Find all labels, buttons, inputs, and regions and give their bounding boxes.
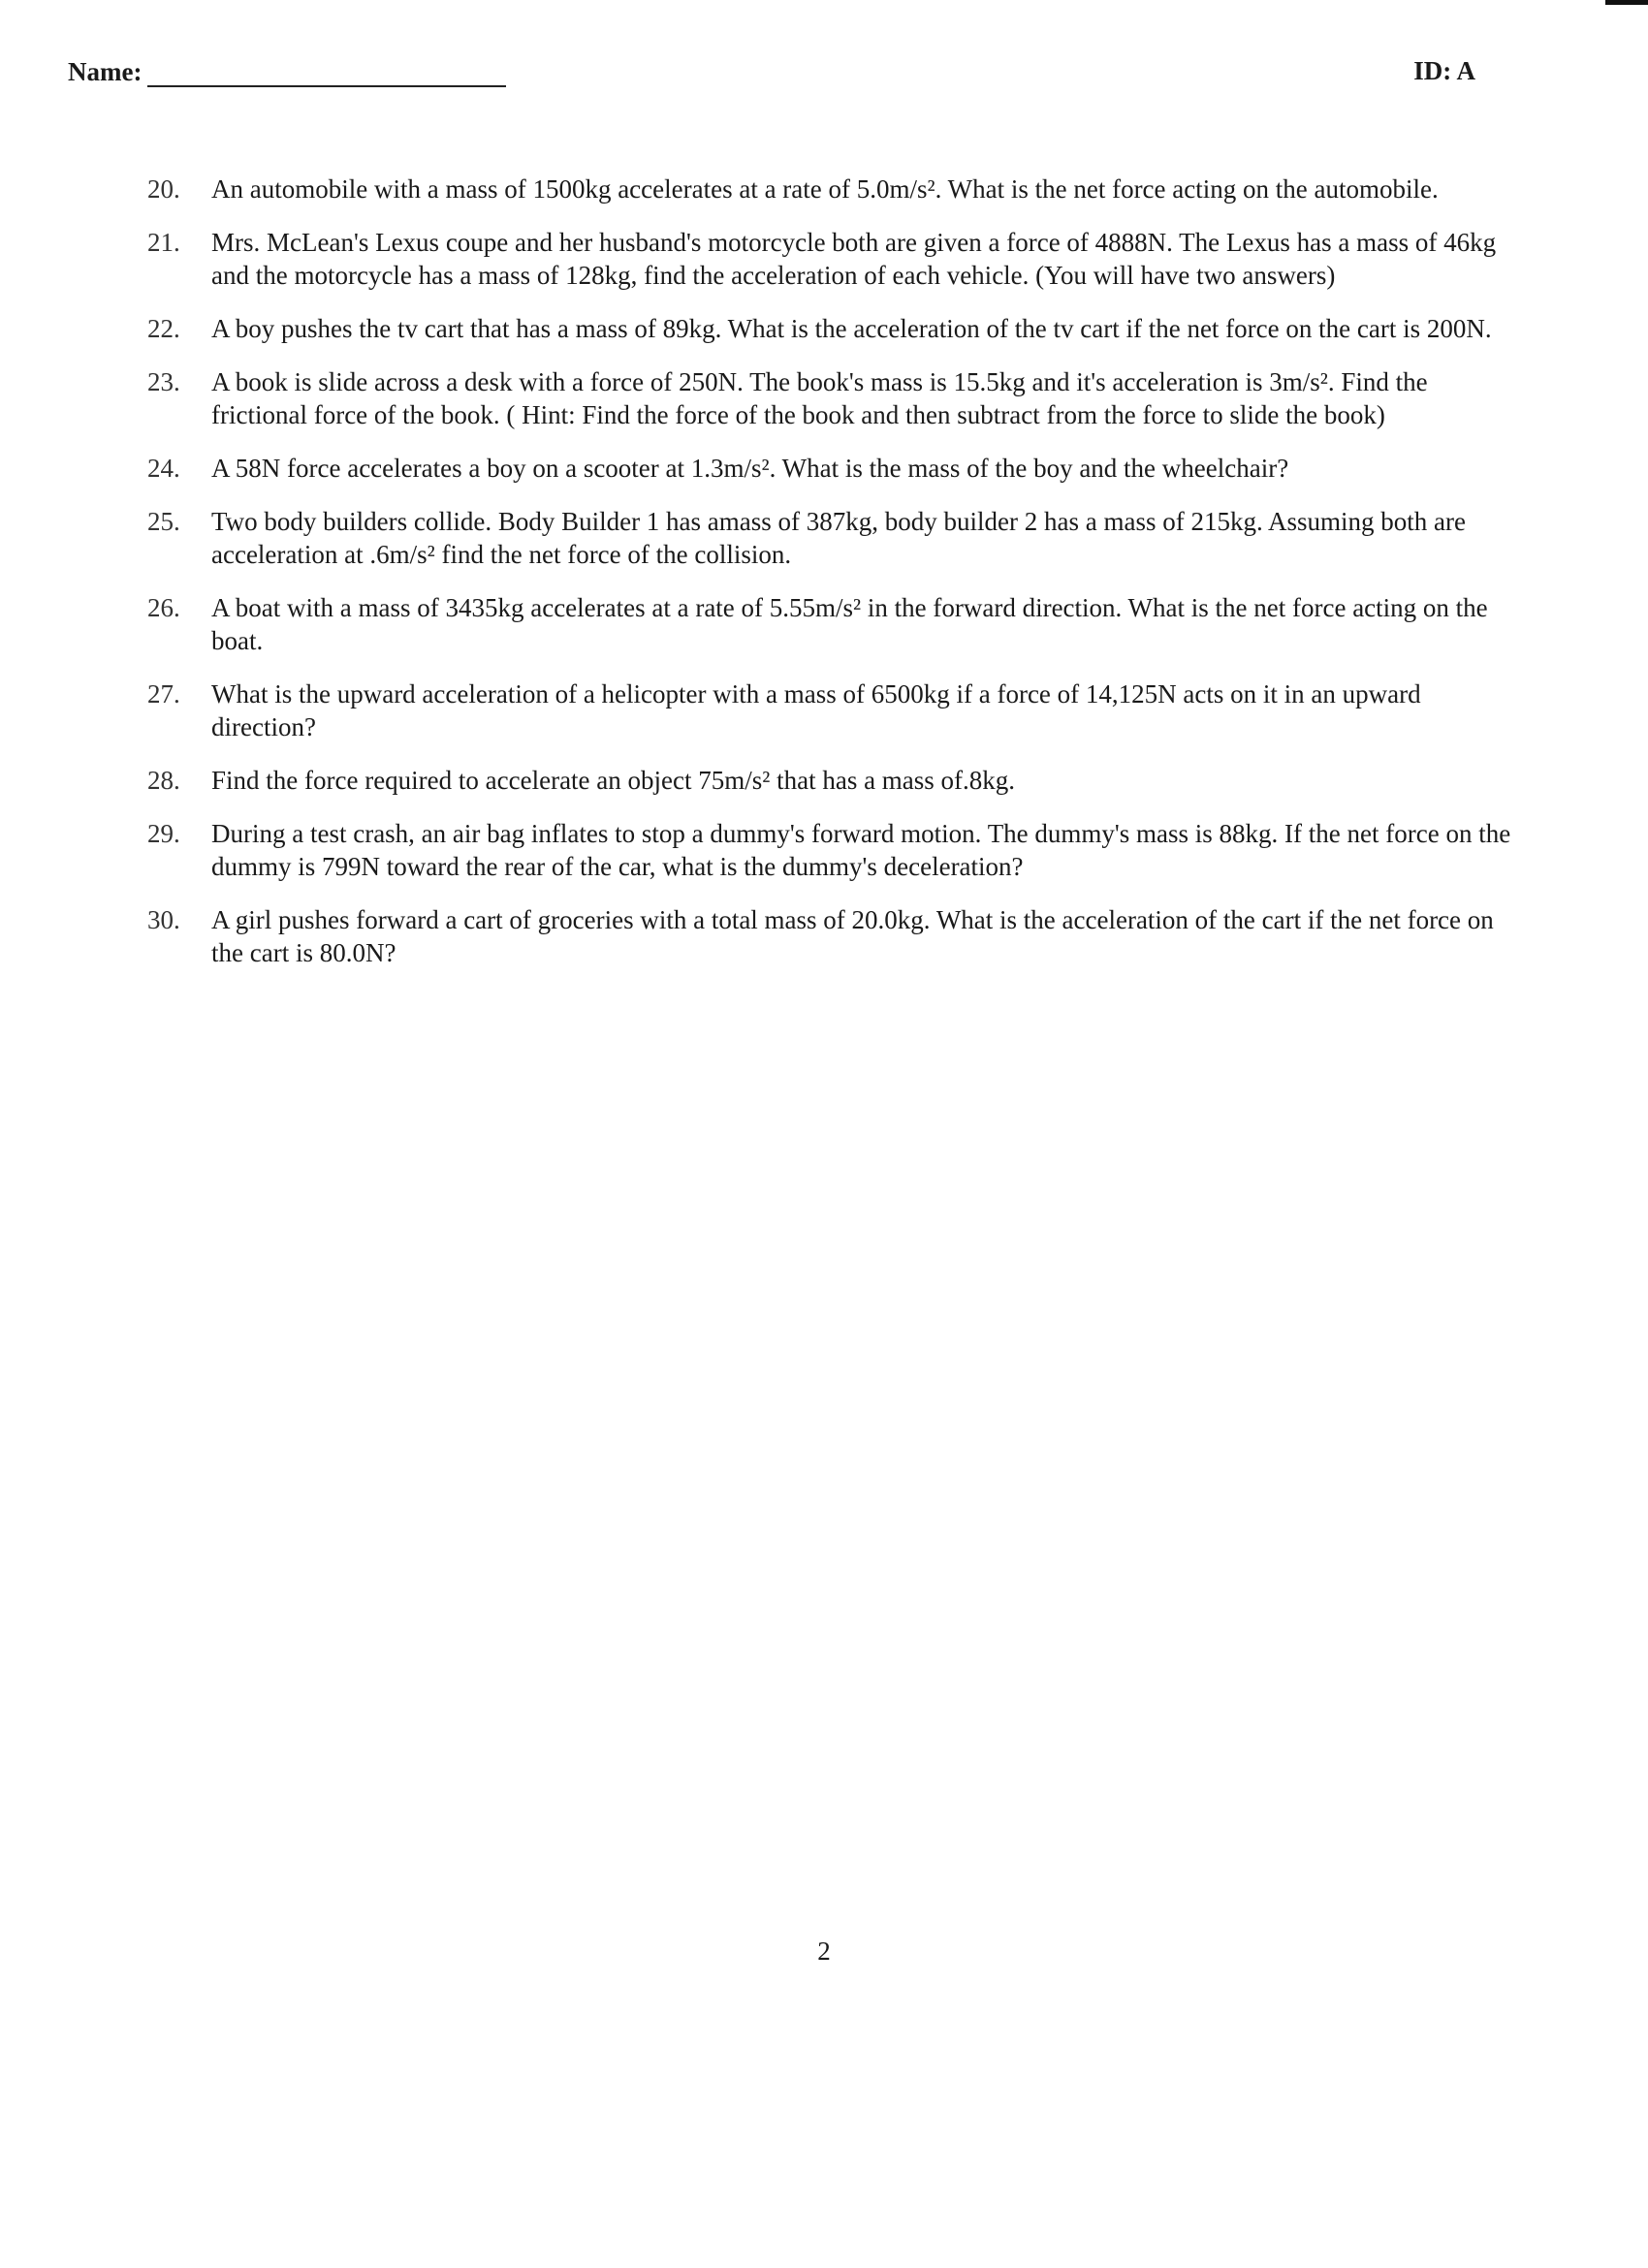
question-text: An automobile with a mass of 1500kg accelerates at a rate of 5.0m/s². What is the net force acting on the automobile. xyxy=(211,174,1439,204)
question-text: A boat with a mass of 3435kg accelerates at a rate of 5.55m/s² in the forward direction. What is the net force acting on the boat. xyxy=(211,593,1488,655)
question-text: A book is slide across a desk with a force of 250N. The book's mass is 15.5kg and it's acceleration is 3m/s². Find the frictional force of the book. ( Hint: Find the force of the book and then subtract from the force to slide the book) xyxy=(211,367,1428,429)
question-text: Mrs. McLean's Lexus coupe and her husband's motorcycle both are given a force of 4888N. The Lexus has a mass of 46kg and the motorcycle has a mass of 128kg, find the acceleration of each vehicle. (You will have two answers) xyxy=(211,228,1497,290)
question-item xyxy=(147,505,1524,571)
question-item xyxy=(147,677,1524,743)
question-item xyxy=(147,452,1524,485)
question-number: 28. xyxy=(147,766,180,795)
question-number: 25. xyxy=(147,507,180,536)
question-number: 22. xyxy=(147,314,180,343)
question-number: 21. xyxy=(147,228,180,257)
page-number: 2 xyxy=(817,1937,831,1966)
question-text: Two body builders collide. Body Builder 1 has amass of 387kg, body builder 2 has a mass of 215kg. Assuming both are acceleration at .6m/s² find the net force of the collision. xyxy=(211,507,1466,569)
question-item xyxy=(147,764,1524,797)
question-text: During a test crash, an air bag inflates to stop a dummy's forward motion. The dummy's mass is 88kg. If the net force on the dummy is 799N toward the rear of the car, what is the dummy's deceleration? xyxy=(211,819,1511,881)
question-number: 26. xyxy=(147,593,180,622)
question-item xyxy=(147,591,1524,657)
name-label: Name: xyxy=(68,57,143,86)
id-label: ID: A xyxy=(1413,56,1475,85)
question-text: A boy pushes the tv cart that has a mass of 89kg. What is the acceleration of the tv cart if the net force on the cart is 200N. xyxy=(211,314,1492,343)
question-item xyxy=(147,817,1524,883)
name-field xyxy=(68,56,506,87)
question-text: A 58N force accelerates a boy on a scooter at 1.3m/s². What is the mass of the boy and the wheelchair? xyxy=(211,454,1289,483)
question-number: 27. xyxy=(147,679,180,709)
name-blank-line xyxy=(147,56,506,87)
question-item xyxy=(147,173,1524,205)
question-number: 29. xyxy=(147,819,180,848)
question-number: 20. xyxy=(147,174,180,204)
question-item xyxy=(147,903,1524,969)
question-item xyxy=(147,365,1524,431)
question-text: A girl pushes forward a cart of groceries with a total mass of 20.0kg. What is the acceleration of the cart if the net force on the cart is 80.0N? xyxy=(211,905,1494,967)
question-item xyxy=(147,312,1524,345)
question-number: 24. xyxy=(147,454,180,483)
question-number: 23. xyxy=(147,367,180,396)
question-list xyxy=(147,173,1524,990)
question-item xyxy=(147,226,1524,292)
page-header xyxy=(68,56,1475,105)
question-number: 30. xyxy=(147,905,180,934)
question-text: Find the force required to accelerate an object 75m/s² that has a mass of.8kg. xyxy=(211,766,1016,795)
scan-edge-mark xyxy=(1605,0,1648,5)
question-text: What is the upward acceleration of a helicopter with a mass of 6500kg if a force of 14,125N acts on it in an upward direction? xyxy=(211,679,1421,741)
